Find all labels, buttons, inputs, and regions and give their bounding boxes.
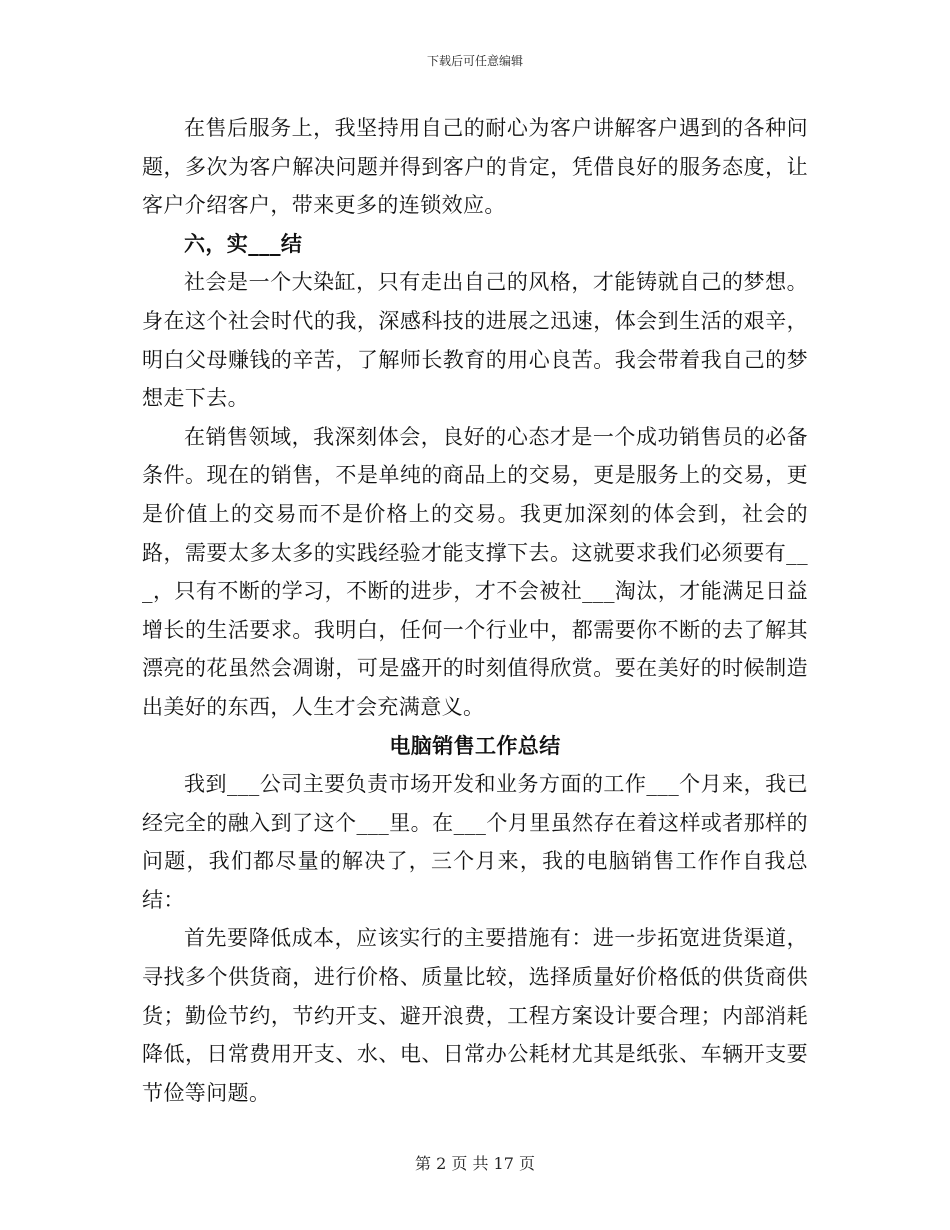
paragraph-reduce-cost: 首先要降低成本，应该实行的主要措施有：进一步拓宽进货渠道，寻找多个供货商，进行价格、质量比较，选择质量好价格低的供货商供货；勤俭节约，节约开支、避开浪费，工程方案设计要合理；内部消耗降低，日常费用开支、水、电、日常办公耗材尤其是纸张、车辆开支要节俭等问题。 (142, 926, 808, 1105)
paragraph-sales-field: 在销售领域，我深刻体会，良好的心态才是一个成功销售员的必备条件。现在的销售，不是单纯的商品上的交易，更是服务上的交易，更是价值上的交易而不是价格上的交易。我更加深刻的体会到，社会的路，需要太多太多的实践经验才能支撑下去。这就要求我们必须要有___，只有不断的学习，不断的进步，才不会被社___淘汰，才能满足日益增长的生活要求。我明白，任何一个行业中，都需要你不断的去了解其漂亮的花虽然会凋谢，可是盛开的时刻值得欣赏。要在美好的时候制造出美好的东西，人生才会充满意义。 (142, 424, 808, 719)
paragraph-society: 社会是一个大染缸，只有走出自己的风格，才能铸就自己的梦想。身在这个社会时代的我，深感科技的进展之迅速，体会到生活的艰辛，明白父母赚钱的辛苦，了解师长教育的用心良苦。我会带着我自己的梦想走下去。 (142, 270, 808, 411)
paragraph-after-sales: 在售后服务上，我坚持用自己的耐心为客户讲解客户遇到的各种问题，多次为客户解决问题并得到客户的肯定，凭借良好的服务态度，让客户介绍客户，带来更多的连锁效应。 (142, 116, 808, 218)
page-footer: 第 2 页 共 17 页 (415, 1154, 535, 1173)
document-body (142, 109, 808, 1112)
section-heading-six: 六，实___结 (184, 230, 303, 256)
paragraph-intro: 我到___公司主要负责市场开发和业务方面的工作___个月来，我已经完全的融入到了这个___里。在___个月里虽然存在着这样或者那样的问题，我们都尽量的解决了，三个月来，我的电脑销售工作作自我总结： (142, 772, 808, 912)
page-header: 下载后可任意编辑 (426, 54, 523, 68)
document-title: 电脑销售工作总结 (389, 732, 561, 758)
